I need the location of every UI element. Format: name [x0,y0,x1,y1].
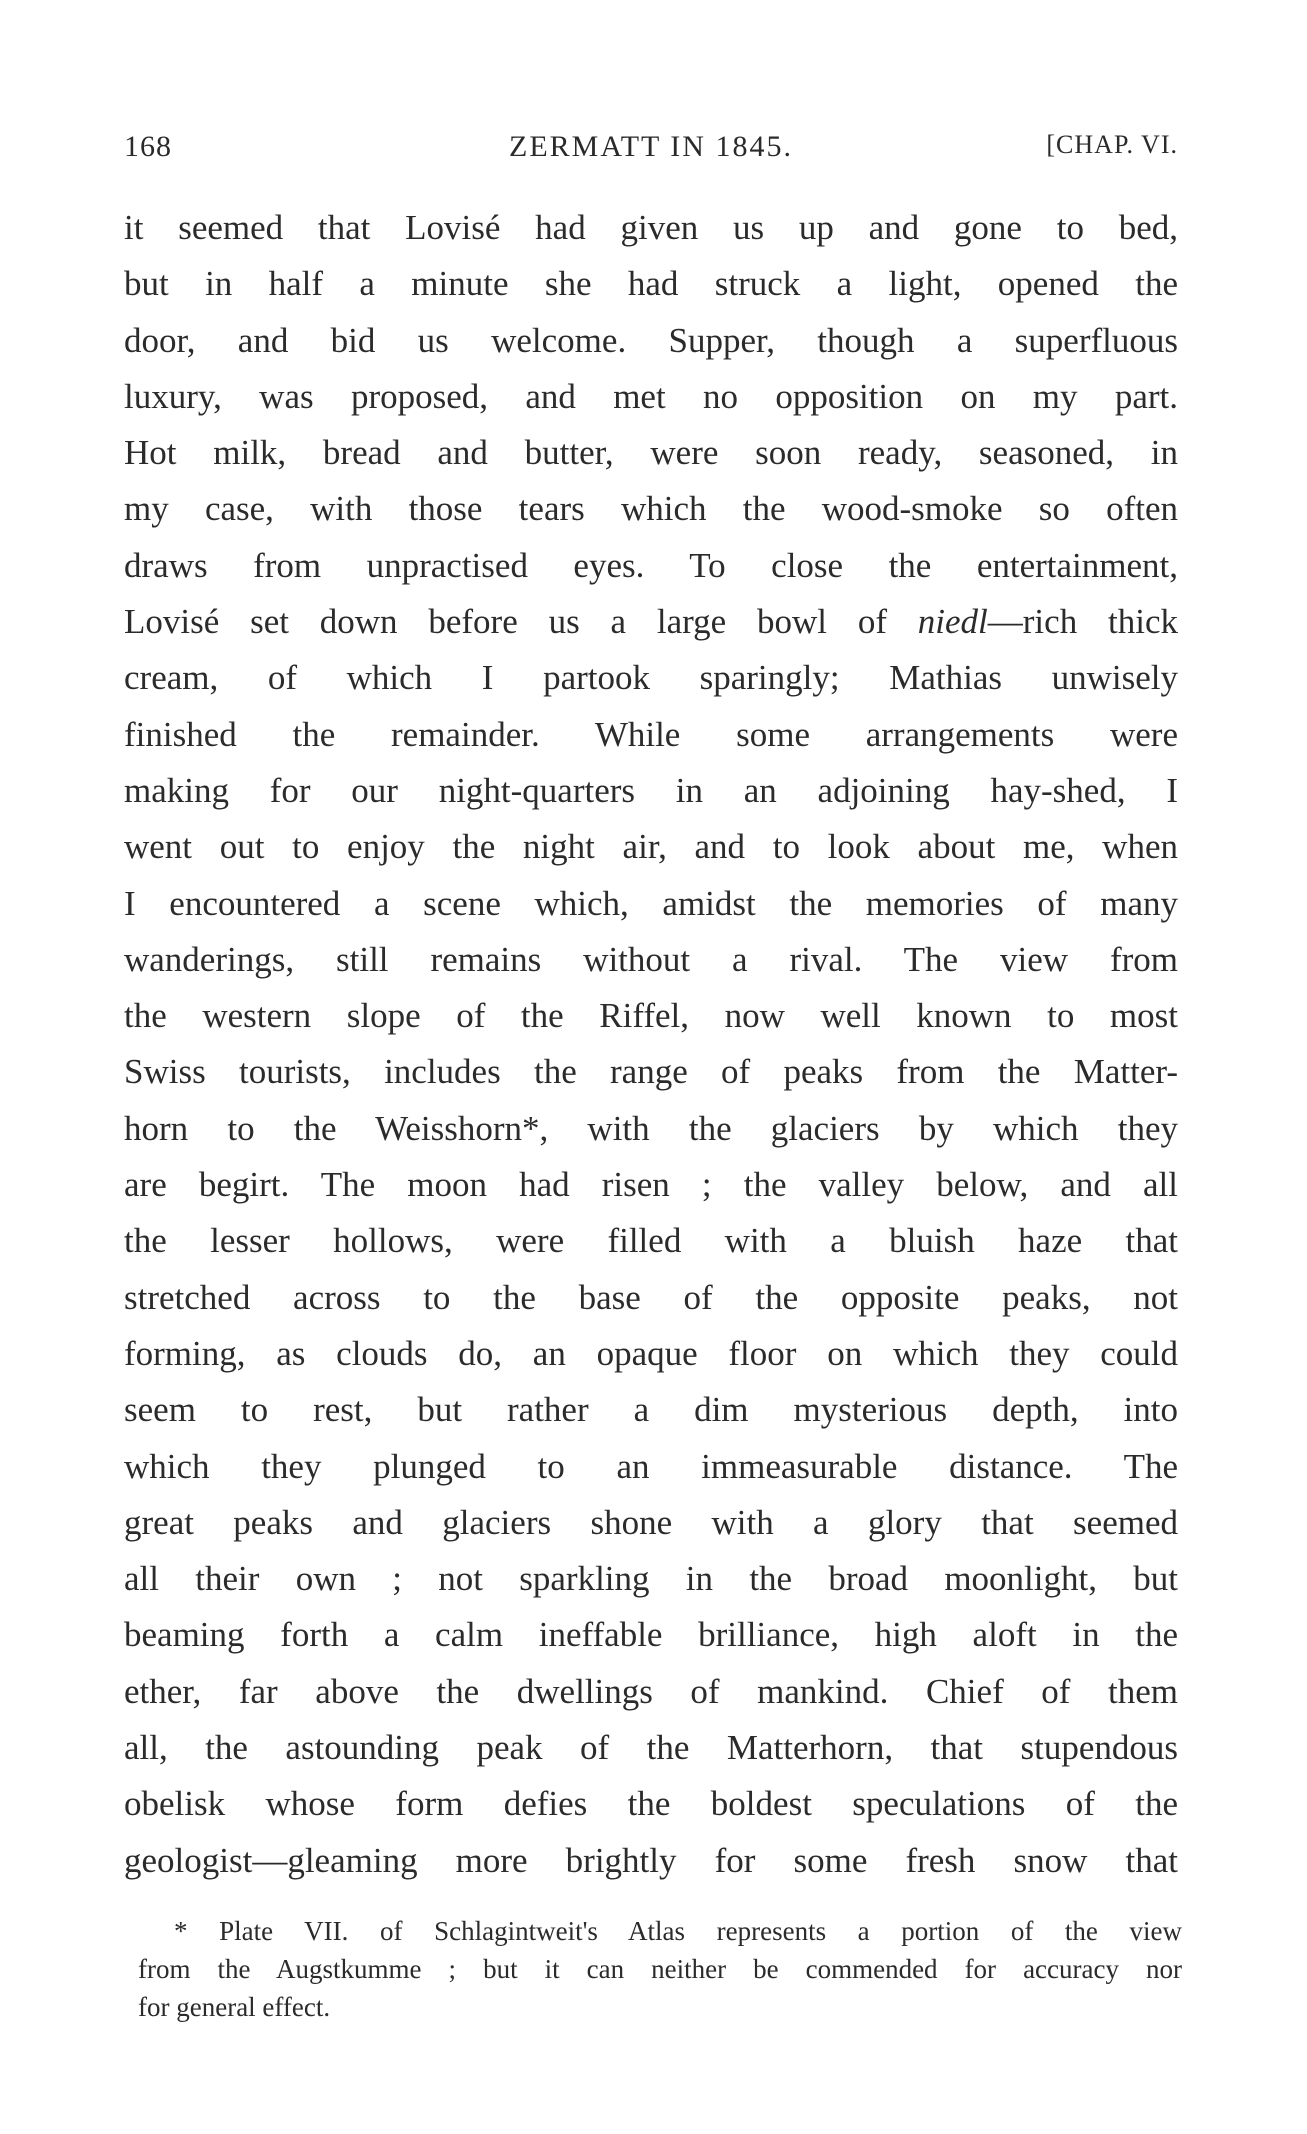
body-paragraph [124,200,1178,1889]
text-line: wanderings, still remains without a rival. The view from [124,939,1178,979]
text-line: all, the astounding peak of the Matterhorn, that stupendous [124,1728,1178,1768]
page-number: 168 [124,130,172,163]
footnote-line: for general effect. [138,1992,331,2022]
text-line: it seemed that Lovisé had given us up and gone to bed, [124,208,1178,247]
text-line: draws from unpractised eyes. To close the entertainment, [124,545,1178,585]
text-line: great peaks and glaciers shone with a glory that seemed [124,1502,1178,1542]
text-line: finished the remainder. While some arrangements were [124,714,1178,754]
text-line: Swiss tourists, includes the range of peaks from the Matter- [124,1052,1178,1092]
text-line: beaming forth a calm ineffable brilliance, high aloft in the [124,1615,1178,1655]
text-line: making for our night-quarters in an adjoining hay-shed, I [124,770,1178,810]
text-line: forming, as clouds do, an opaque floor on which they could [124,1333,1178,1373]
text-line: geologist—gleaming more brightly for some fresh snow that [124,1840,1178,1880]
text-line: my case, with those tears which the wood-smoke so often [124,489,1178,529]
chapter-marker: [CHAP. VI. [1046,130,1178,159]
text-line: horn to the Weisshorn*, with the glaciers by which they [124,1108,1178,1148]
text-line: Lovisé set down before us a large bowl of niedl—rich thick [124,602,1178,642]
text-line: ether, far above the dwellings of mankind. Chief of them [124,1671,1178,1711]
text-line: Hot milk, bread and butter, were soon ready, seasoned, in [124,433,1178,473]
italic-term: niedl [917,602,988,642]
text-line: are begirt. The moon had risen ; the valley below, and all [124,1165,1178,1205]
running-title: ZERMATT IN 1845. [509,130,793,163]
text-line: seem to rest, but rather a dim mysterious depth, into [124,1390,1178,1430]
text-line: went out to enjoy the night air, and to look about me, when [124,827,1178,867]
text-line: I encountered a scene which, amidst the memories of many [124,883,1178,923]
text-line: which they plunged to an immeasurable distance. The [124,1446,1178,1486]
running-header [124,130,1178,170]
footnote-line: from the Augstkumme ; but it can neither be commended for accuracy nor [138,1954,1182,1984]
footnote [138,1912,1182,2026]
text-line: door, and bid us welcome. Supper, though a superfluous [124,320,1178,360]
text-line: stretched across to the base of the opposite peaks, not [124,1277,1178,1317]
text-line: cream, of which I partook sparingly; Mathias unwisely [124,658,1178,698]
text-line: the lesser hollows, were filled with a bluish haze that [124,1221,1178,1261]
text-line: obelisk whose form defies the boldest speculations of the [124,1784,1178,1824]
text-line: all their own ; not sparkling in the broad moonlight, but [124,1559,1178,1599]
footnote-line: * Plate VII. of Schlagintweit's Atlas represents a portion of the view [174,1916,1182,1946]
text-line: luxury, was proposed, and met no opposition on my part. [124,376,1178,416]
text-line: but in half a minute she had struck a light, opened the [124,264,1178,304]
text-line: the western slope of the Riffel, now well known to most [124,996,1178,1036]
